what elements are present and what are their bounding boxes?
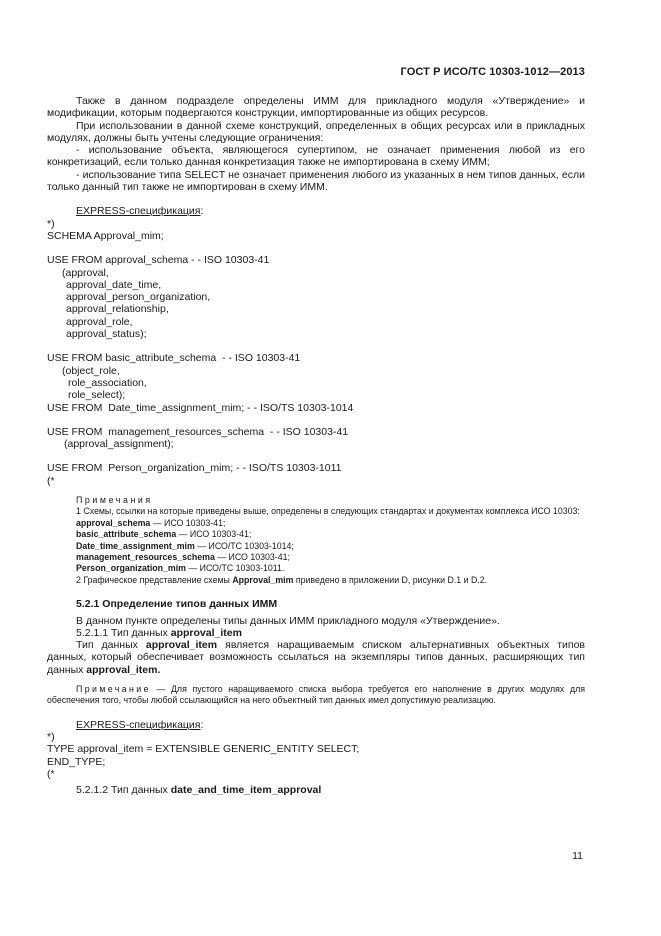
intro-paragraph-4: - использование типа SELECT не означает применения любого из указанных в нем типов данных, если только данный тип также не импортирован в схему ИММ. [47, 168, 585, 194]
use-from-management-resources: USE FROM management_resources_schema - - ISO 10303-41 [47, 425, 349, 438]
page-number: 11 [572, 850, 583, 862]
use-from-date-time-assignment: USE FROM Date_time_assignment_mim; - - ISO/TS 10303-1014 [47, 401, 354, 414]
use-item: (object_role, [62, 364, 120, 377]
use-item: approval_relationship, [66, 303, 169, 316]
intro-paragraph-2: При использовании в данной схеме конструкций, определенных в общих ресурсах или в прикладных модулях, должны быть учтены следующие ограничения: [47, 119, 585, 144]
intro-paragraph-3: - использование объекта, являющегося супертипом, не означает применения любой из его конкретизаций, если только данная конкретизация также не импортирована в схему ИММ; [47, 144, 585, 169]
express-open-1: *) [47, 217, 55, 230]
schema-declaration: SCHEMA Approval_mim; [47, 229, 164, 242]
notes-title: Примечания [76, 495, 153, 506]
type-declaration: TYPE approval_item = EXTENSIBLE GENERIC_ENTITY SELECT; [47, 743, 360, 756]
express-label-1: EXPRESS-спецификация: [76, 205, 204, 218]
schema-reference: basic_attribute_schema — ИСО 10303-41; [76, 529, 252, 540]
note-2: 2 Графическое представление схемы Approval_mim приведено в приложении D, рисунки D.1 и D.2. [76, 574, 488, 585]
schema-reference: Person_organization_mim — ИСО/ТС 10303-1011. [76, 563, 285, 574]
section-heading: 5.2.1 Определение типов данных ИММ [76, 598, 278, 611]
notes-block [47, 495, 585, 586]
use-from-basic-attribute-schema: USE FROM basic_attribute_schema - - ISO 10303-41 [47, 352, 301, 365]
use-item: (approval, [62, 266, 109, 279]
schema-reference: Date_time_assignment_mim — ИСО/ТС 10303-1014; [76, 540, 294, 551]
subsection-heading-approval-item: 5.2.1.1 Тип данных approval_item [76, 626, 242, 639]
use-item: approval_role, [66, 315, 133, 328]
subsection-heading-date-and-time: 5.2.1.2 Тип данных date_and_time_item_approval [76, 784, 322, 797]
intro-paragraph-1: Также в данном подразделе определены ИММ для прикладного модуля «Утверждение» и модификации, которым подвергаются конструкции, импортированные из общих ресурсов. [47, 95, 585, 120]
use-item: approval_person_organization, [66, 291, 211, 304]
approval-item-description: Тип данных approval_item является наращиваемым списком альтернативных объектных типов данных, который обеспечивает возможность ссылаться на экземпляры типов данных, расширяющих тип данных approval_item. [47, 639, 585, 676]
use-item: role_association, [68, 376, 147, 389]
express-label-text: EXPRESS-спецификация [76, 718, 201, 731]
page-content [47, 95, 585, 797]
express-close-1: (* [47, 474, 55, 487]
express-open-2: *) [47, 731, 55, 744]
note-1: 1 Схемы, ссылки на которые приведены выше, определены в следующих стандартах и документах комплекса ИСО 10303: [76, 506, 580, 517]
express-label-2: EXPRESS-спецификация: [76, 718, 204, 731]
use-item: approval_date_time, [66, 278, 162, 291]
use-from-approval-schema: USE FROM approval_schema - - ISO 10303-41 [47, 254, 270, 267]
use-item: role_select); [68, 389, 126, 402]
schema-reference: management_resources_schema — ИСО 10303-41; [76, 552, 290, 563]
use-item: approval_status); [66, 328, 147, 341]
express-close-2: (* [47, 768, 55, 781]
use-from-person-organization: USE FROM Person_organization_mim; - - ISO/TS 10303-1011 [47, 462, 342, 475]
standard-header: ГОСТ Р ИСО/ТС 10303-1012—2013 [400, 66, 585, 78]
express-label-text: EXPRESS-спецификация [76, 205, 201, 218]
end-type: END_TYPE; [47, 755, 106, 768]
select-list-note: Примечание — Для пустого наращиваемого списка выбора требуется его наполнение в других модулях для обеспечения того, чтобы любой ссылающийся на него объектный тип данных имел допустимую реализацию. [47, 684, 585, 706]
schema-reference-list [47, 518, 585, 586]
section-paragraph: В данном пункте определены типы данных ИММ прикладного модуля «Утверждение». [76, 614, 500, 627]
schema-reference: approval_schema — ИСО 10303-41; [76, 517, 226, 528]
use-item: (approval_assignment); [64, 438, 174, 451]
